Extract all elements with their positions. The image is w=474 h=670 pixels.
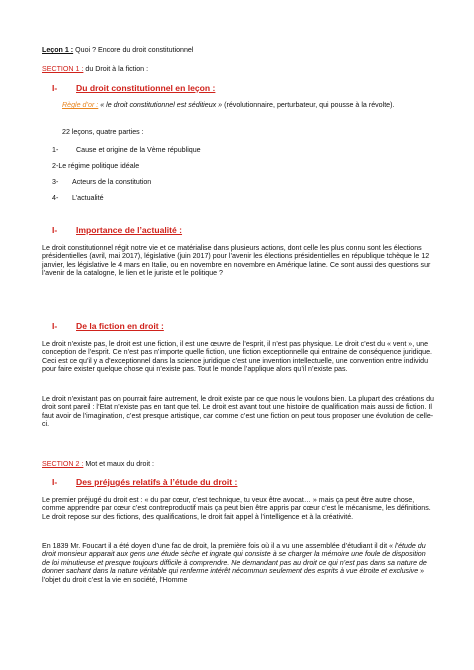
foucart-intro: En 1839 Mr. Foucart il a été doyen d’une fac de droit, la première fois où il a vu une assemblée d’étudiant il dit « <box>42 542 393 550</box>
section-2-title: Mot et maux du droit : <box>85 460 154 468</box>
list-item-number: 3- <box>52 178 59 186</box>
heading-fiction <box>52 321 444 331</box>
section-1-title: du Droit à la fiction : <box>85 65 149 73</box>
list-item-text: Acteurs de la constitution <box>72 178 152 186</box>
lesson-heading <box>42 46 434 54</box>
heading-title: Du droit constitutionnel en leçon : <box>76 83 216 93</box>
heading-number: I- <box>52 225 58 235</box>
section-2-heading <box>42 460 434 468</box>
paragraph-actualite: Le droit constitutionnel régit notre vie et ce matérialise dans plusieurs actions, dont celle les plus connu sont les élections présidentielles (avril, mai 2017), législative (juin 2017) pour l’avenir les élections présidentielles en république tchèque le 12 janvier, les législative le 4 mars en Italie, ou en novembre en novembre en Amérique latine. Ce sont aussi des questions sur l’avenir de la catalogne, le lien et le juriste et le politique ? <box>42 244 431 278</box>
list-item-number: 4- <box>52 194 59 202</box>
list-item <box>52 146 444 154</box>
heading-title: Importance de l’actualité : <box>76 225 183 235</box>
regle-rest: (révolutionnaire, perturbateur, qui pousse à la révolte). <box>224 101 395 109</box>
heading-number: I- <box>52 477 58 487</box>
heading-droit-constitutionnel <box>52 83 444 93</box>
lesson-label: Leçon 1 : <box>42 46 74 54</box>
list-item-text: L’actualité <box>72 194 104 202</box>
regle-quote: « le droit constitutionnel est séditieux » <box>100 101 223 109</box>
section-2-label: SECTION 2 : <box>42 460 84 468</box>
paragraph-prejuges: Le premier préjugé du droit est : « du par cœur, c’est technique, tu veux être avocat… » mais ça peut être autre chose, comme apprendre par cœur c’est contreproductif mais ça peut bien être appris par cœur c’est le mécanisme, les définitions. Le droit repose sur des fictions, des qualifications, le droit fait appel à l’intelligence et à la créativité. <box>42 496 431 521</box>
paragraph-foucart <box>42 542 434 584</box>
heading-title: De la fiction en droit : <box>76 321 164 331</box>
lesson-title: Quoi ? Encore du droit constitutionnel <box>75 46 194 54</box>
heading-title: Des préjugés relatifs à l’étude du droit : <box>76 477 238 487</box>
list-item <box>52 194 444 202</box>
list-item-number: 1- <box>52 146 59 154</box>
foucart-conclusion: » l’objet du droit c’est la vie en société, l’Homme <box>42 567 425 584</box>
section-1-heading <box>42 65 434 73</box>
heading-number: I- <box>52 83 58 93</box>
foucart-quote: l’étude du droit monsieur apparait aux gens une étude sèche et ingrate qui consiste à se charger la mémoire une foule de disposition de loi minutieuse et presque toujours difficile à comprendre. Ne demandant pas au droit ce qui n’est pas dans sa nature de donner sachant dans la nature véritable qui renferme intérêt nécommun seulement des esprits à vue étroite et exclusive <box>42 542 427 576</box>
regle-d-or-paragraph <box>62 101 434 109</box>
heading-number: I- <box>52 321 58 331</box>
heading-actualite <box>52 225 444 235</box>
list-item <box>52 162 444 170</box>
paragraph-fiction-2: Le droit n’existant pas on pourrait faire autrement, le droit existe par ce que nous le voulons bien. La plupart des créations du droit sont pareil : l’Etat n’existe pas en tant que tel. Le droit est avant tout une histoire de qualification mais aussi de fiction. Il faut avoir de l’imagination, c’est presque artistique, car comme c’est une fiction on peut tous proposer une évolution de celle-ci. <box>42 395 434 429</box>
list-item-number: 2- <box>52 162 59 170</box>
list-item-text: Le régime politique idéale <box>58 162 140 170</box>
section-1-label: SECTION 1 : <box>42 65 84 73</box>
parts-intro: 22 leçons, quatre parties : <box>62 128 144 136</box>
heading-prejuges <box>52 477 444 487</box>
list-item <box>52 178 444 186</box>
paragraph-fiction-1: Le droit n’existe pas, le droit est une fiction, il est une œuvre de l’esprit, il n’est pas physique. Le droit c’est du « vent », une conception de l’esprit. Ce n’est pas n’importe quelle fiction, une fiction exceptionnelle qui entraine de conséquence juridique. Ceci est ce qu’il y a d’exceptionnel dans la science juridique c’est une invention intellectuelle, une convention entre individu pour faire exister quelque chose qui n’existe pas. Tout le monde l’applique alors qu’il n’existe pas. <box>42 340 433 374</box>
regle-label: Règle d’or : <box>62 101 99 109</box>
list-item-text: Cause et origine de la Vème république <box>76 146 201 154</box>
